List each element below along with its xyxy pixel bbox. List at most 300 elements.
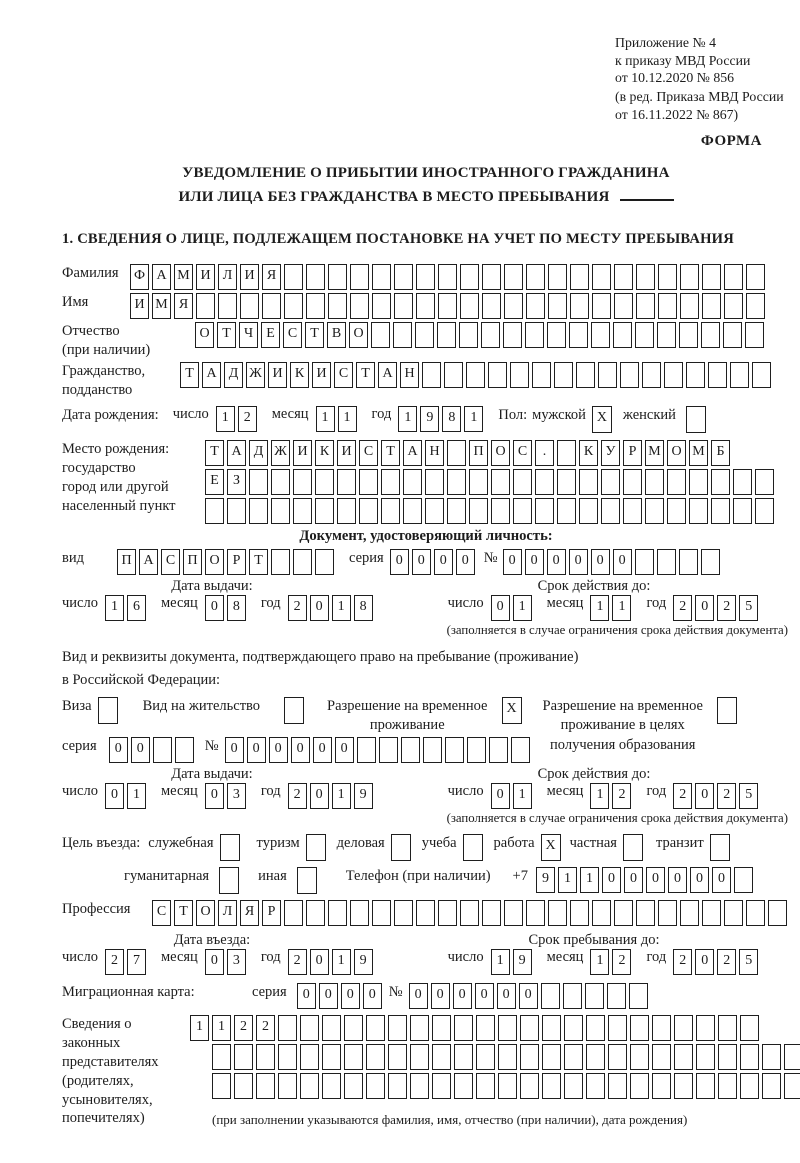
form-cell[interactable] [498, 1044, 517, 1070]
form-cell[interactable] [379, 737, 398, 763]
date-cell[interactable]: 0 [695, 949, 714, 975]
form-cell[interactable] [711, 469, 730, 495]
date-cell[interactable]: 8 [442, 406, 461, 432]
form-cell[interactable]: С [334, 362, 353, 388]
form-cell[interactable] [570, 264, 589, 290]
form-cell[interactable]: 0 [453, 983, 472, 1009]
form-cell[interactable] [293, 498, 312, 524]
form-cell[interactable]: И [293, 440, 312, 466]
form-cell[interactable] [620, 362, 639, 388]
date-cell[interactable]: 7 [127, 949, 146, 975]
form-cell[interactable] [371, 322, 390, 348]
form-cell[interactable] [664, 362, 683, 388]
form-cell[interactable]: 1 [190, 1015, 209, 1041]
form-cell[interactable] [636, 900, 655, 926]
form-cell[interactable]: 0 [341, 983, 360, 1009]
form-cell[interactable] [447, 440, 466, 466]
form-cell[interactable] [592, 293, 611, 319]
date-cell[interactable]: 0 [205, 783, 224, 809]
form-cell[interactable] [504, 293, 523, 319]
form-cell[interactable] [432, 1015, 451, 1041]
form-cell[interactable] [438, 264, 457, 290]
form-cell[interactable] [249, 469, 268, 495]
form-cell[interactable] [271, 498, 290, 524]
form-cell[interactable] [680, 293, 699, 319]
form-cell[interactable] [293, 469, 312, 495]
form-cell[interactable]: О [667, 440, 686, 466]
form-cell[interactable] [460, 264, 479, 290]
form-cell[interactable]: С [161, 549, 180, 575]
form-cell[interactable]: И [196, 264, 215, 290]
visa-checkbox[interactable] [98, 697, 118, 724]
form-cell[interactable] [745, 322, 764, 348]
form-cell[interactable] [579, 469, 598, 495]
form-cell[interactable] [482, 293, 501, 319]
form-cell[interactable] [652, 1015, 671, 1041]
form-cell[interactable] [460, 900, 479, 926]
purpose-humanitarian-checkbox[interactable] [219, 867, 239, 894]
form-cell[interactable] [608, 1015, 627, 1041]
form-cell[interactable] [520, 1044, 539, 1070]
form-cell[interactable] [701, 322, 720, 348]
form-cell[interactable]: К [315, 440, 334, 466]
form-cell[interactable] [416, 264, 435, 290]
date-cell[interactable]: 9 [354, 783, 373, 809]
form-cell[interactable] [306, 900, 325, 926]
form-cell[interactable] [482, 264, 501, 290]
form-cell[interactable] [592, 900, 611, 926]
purpose-study-checkbox[interactable] [463, 834, 483, 861]
form-cell[interactable] [425, 498, 444, 524]
form-cell[interactable] [491, 469, 510, 495]
date-cell[interactable]: 1 [464, 406, 483, 432]
form-cell[interactable] [608, 1044, 627, 1070]
form-cell[interactable] [548, 900, 567, 926]
form-cell[interactable] [212, 1073, 231, 1099]
form-cell[interactable] [394, 900, 413, 926]
form-cell[interactable] [328, 293, 347, 319]
form-cell[interactable] [623, 498, 642, 524]
form-cell[interactable] [652, 1073, 671, 1099]
form-cell[interactable] [498, 1073, 517, 1099]
form-cell[interactable]: С [283, 322, 302, 348]
form-cell[interactable] [344, 1015, 363, 1041]
date-cell[interactable]: 8 [354, 595, 373, 621]
form-cell[interactable] [679, 322, 698, 348]
form-cell[interactable] [635, 549, 654, 575]
form-cell[interactable] [526, 293, 545, 319]
form-cell[interactable] [701, 549, 720, 575]
form-cell[interactable] [240, 293, 259, 319]
form-cell[interactable] [525, 322, 544, 348]
form-cell[interactable] [410, 1044, 429, 1070]
form-cell[interactable] [322, 1044, 341, 1070]
form-cell[interactable] [702, 264, 721, 290]
form-cell[interactable] [271, 549, 290, 575]
form-cell[interactable] [511, 737, 530, 763]
form-cell[interactable] [740, 1073, 759, 1099]
form-cell[interactable] [645, 498, 664, 524]
form-cell[interactable]: М [152, 293, 171, 319]
form-cell[interactable] [784, 1044, 800, 1070]
form-cell[interactable]: 0 [131, 737, 150, 763]
form-cell[interactable] [388, 1073, 407, 1099]
form-cell[interactable]: Ж [271, 440, 290, 466]
form-cell[interactable] [381, 498, 400, 524]
form-cell[interactable] [630, 1015, 649, 1041]
date-cell[interactable]: 0 [205, 949, 224, 975]
form-cell[interactable] [425, 469, 444, 495]
form-cell[interactable] [686, 362, 705, 388]
form-cell[interactable] [592, 264, 611, 290]
form-cell[interactable]: 0 [390, 549, 409, 575]
form-cell[interactable] [586, 1044, 605, 1070]
form-cell[interactable] [262, 293, 281, 319]
form-cell[interactable]: М [689, 440, 708, 466]
form-cell[interactable] [366, 1073, 385, 1099]
form-cell[interactable] [488, 362, 507, 388]
form-cell[interactable] [306, 264, 325, 290]
form-cell[interactable] [447, 469, 466, 495]
form-cell[interactable]: Б [711, 440, 730, 466]
form-cell[interactable] [454, 1073, 473, 1099]
form-cell[interactable] [432, 1044, 451, 1070]
date-cell[interactable]: 0 [205, 595, 224, 621]
form-cell[interactable] [601, 469, 620, 495]
form-cell[interactable] [542, 1073, 561, 1099]
form-cell[interactable] [564, 1015, 583, 1041]
form-cell[interactable] [755, 469, 774, 495]
form-cell[interactable] [563, 983, 582, 1009]
form-cell[interactable]: Т [356, 362, 375, 388]
form-cell[interactable]: 0 [569, 549, 588, 575]
form-cell[interactable]: 0 [613, 549, 632, 575]
form-cell[interactable] [554, 362, 573, 388]
form-cell[interactable]: 0 [409, 983, 428, 1009]
form-cell[interactable]: О [491, 440, 510, 466]
form-cell[interactable] [570, 900, 589, 926]
form-cell[interactable] [481, 322, 500, 348]
form-cell[interactable] [227, 498, 246, 524]
form-cell[interactable] [388, 1015, 407, 1041]
form-cell[interactable] [541, 983, 560, 1009]
purpose-work-checkbox[interactable]: X [541, 834, 561, 861]
form-cell[interactable] [469, 498, 488, 524]
date-cell[interactable]: 1 [590, 949, 609, 975]
form-cell[interactable] [724, 293, 743, 319]
form-cell[interactable] [337, 469, 356, 495]
form-cell[interactable]: Д [249, 440, 268, 466]
form-cell[interactable]: М [645, 440, 664, 466]
form-cell[interactable]: 0 [412, 549, 431, 575]
form-cell[interactable] [680, 264, 699, 290]
form-cell[interactable]: И [337, 440, 356, 466]
form-cell[interactable] [423, 737, 442, 763]
date-cell[interactable]: 2 [105, 949, 124, 975]
date-cell[interactable]: 2 [673, 783, 692, 809]
form-cell[interactable] [542, 1044, 561, 1070]
form-cell[interactable]: Е [205, 469, 224, 495]
form-cell[interactable] [696, 1044, 715, 1070]
residence-permit-checkbox[interactable] [284, 697, 304, 724]
form-cell[interactable] [489, 737, 508, 763]
form-cell[interactable] [415, 322, 434, 348]
form-cell[interactable] [762, 1073, 781, 1099]
form-cell[interactable] [372, 264, 391, 290]
form-cell[interactable] [284, 264, 303, 290]
form-cell[interactable] [784, 1073, 800, 1099]
form-cell[interactable] [547, 322, 566, 348]
form-cell[interactable] [300, 1015, 319, 1041]
form-cell[interactable] [513, 498, 532, 524]
sex-female-checkbox[interactable] [686, 406, 706, 433]
form-cell[interactable]: О [349, 322, 368, 348]
form-cell[interactable] [278, 1073, 297, 1099]
form-cell[interactable] [359, 498, 378, 524]
date-cell[interactable]: 0 [695, 595, 714, 621]
date-cell[interactable]: 0 [491, 595, 510, 621]
form-cell[interactable] [740, 1044, 759, 1070]
form-cell[interactable] [372, 293, 391, 319]
form-cell[interactable] [175, 737, 194, 763]
form-cell[interactable]: 0 [109, 737, 128, 763]
form-cell[interactable] [740, 1015, 759, 1041]
form-cell[interactable] [679, 549, 698, 575]
date-cell[interactable]: 1 [612, 595, 631, 621]
date-cell[interactable]: 3 [227, 949, 246, 975]
form-cell[interactable] [579, 498, 598, 524]
date-cell[interactable]: 5 [739, 949, 758, 975]
form-cell[interactable] [733, 498, 752, 524]
form-cell[interactable]: Н [400, 362, 419, 388]
date-cell[interactable]: 1 [590, 595, 609, 621]
form-cell[interactable]: 0 [624, 867, 643, 893]
form-cell[interactable]: П [183, 549, 202, 575]
form-cell[interactable]: 0 [591, 549, 610, 575]
date-cell[interactable]: 1 [491, 949, 510, 975]
form-cell[interactable]: В [327, 322, 346, 348]
form-cell[interactable]: М [174, 264, 193, 290]
form-cell[interactable] [762, 1044, 781, 1070]
form-cell[interactable] [730, 362, 749, 388]
form-cell[interactable]: 0 [247, 737, 266, 763]
form-cell[interactable] [344, 1044, 363, 1070]
date-cell[interactable]: 0 [491, 783, 510, 809]
form-cell[interactable]: 0 [434, 549, 453, 575]
form-cell[interactable] [755, 498, 774, 524]
form-cell[interactable] [696, 1073, 715, 1099]
form-cell[interactable] [711, 498, 730, 524]
sex-male-checkbox[interactable]: X [592, 406, 612, 433]
form-cell[interactable] [403, 498, 422, 524]
form-cell[interactable] [315, 498, 334, 524]
form-cell[interactable]: Р [227, 549, 246, 575]
date-cell[interactable]: 1 [332, 595, 351, 621]
form-cell[interactable] [504, 900, 523, 926]
form-cell[interactable] [752, 362, 771, 388]
form-cell[interactable]: У [601, 440, 620, 466]
date-cell[interactable]: 1 [216, 406, 235, 432]
form-cell[interactable] [469, 469, 488, 495]
form-cell[interactable]: 1 [212, 1015, 231, 1041]
form-cell[interactable]: 0 [602, 867, 621, 893]
form-cell[interactable] [636, 293, 655, 319]
form-cell[interactable]: А [152, 264, 171, 290]
form-cell[interactable]: Ф [130, 264, 149, 290]
form-cell[interactable] [284, 293, 303, 319]
form-cell[interactable] [350, 264, 369, 290]
form-cell[interactable] [591, 322, 610, 348]
form-cell[interactable]: 0 [525, 549, 544, 575]
form-cell[interactable]: О [196, 900, 215, 926]
date-cell[interactable]: 0 [310, 783, 329, 809]
date-cell[interactable]: 5 [739, 783, 758, 809]
form-cell[interactable]: 0 [297, 983, 316, 1009]
form-cell[interactable] [510, 362, 529, 388]
form-cell[interactable] [350, 900, 369, 926]
form-cell[interactable] [689, 498, 708, 524]
form-cell[interactable] [542, 1015, 561, 1041]
form-cell[interactable] [366, 1015, 385, 1041]
form-cell[interactable] [447, 498, 466, 524]
form-cell[interactable] [630, 1044, 649, 1070]
form-cell[interactable] [372, 900, 391, 926]
form-cell[interactable] [460, 293, 479, 319]
form-cell[interactable] [315, 549, 334, 575]
form-cell[interactable]: Я [174, 293, 193, 319]
date-cell[interactable]: 2 [612, 783, 631, 809]
form-cell[interactable] [388, 1044, 407, 1070]
form-cell[interactable]: Н [425, 440, 444, 466]
date-cell[interactable]: 2 [717, 595, 736, 621]
form-cell[interactable]: А [403, 440, 422, 466]
date-cell[interactable]: 1 [105, 595, 124, 621]
form-cell[interactable]: С [359, 440, 378, 466]
date-cell[interactable]: 2 [288, 783, 307, 809]
form-cell[interactable]: Е [261, 322, 280, 348]
form-cell[interactable] [746, 900, 765, 926]
date-cell[interactable]: 9 [420, 406, 439, 432]
form-cell[interactable]: 9 [536, 867, 555, 893]
form-cell[interactable] [437, 322, 456, 348]
form-cell[interactable]: Р [262, 900, 281, 926]
form-cell[interactable] [614, 264, 633, 290]
form-cell[interactable] [667, 469, 686, 495]
form-cell[interactable] [293, 549, 312, 575]
form-cell[interactable] [702, 293, 721, 319]
form-cell[interactable] [601, 498, 620, 524]
date-cell[interactable]: 1 [332, 783, 351, 809]
form-cell[interactable]: И [268, 362, 287, 388]
form-cell[interactable] [234, 1044, 253, 1070]
form-cell[interactable] [153, 737, 172, 763]
purpose-transit-checkbox[interactable] [710, 834, 730, 861]
form-cell[interactable] [623, 469, 642, 495]
form-cell[interactable]: 0 [690, 867, 709, 893]
form-cell[interactable] [271, 469, 290, 495]
form-cell[interactable]: Я [262, 264, 281, 290]
form-cell[interactable]: К [579, 440, 598, 466]
date-cell[interactable]: 0 [695, 783, 714, 809]
date-cell[interactable]: 1 [338, 406, 357, 432]
rvp-edu-checkbox[interactable] [717, 697, 737, 724]
form-cell[interactable]: 2 [234, 1015, 253, 1041]
form-cell[interactable] [674, 1015, 693, 1041]
date-cell[interactable]: 9 [354, 949, 373, 975]
form-cell[interactable] [576, 362, 595, 388]
form-cell[interactable] [635, 322, 654, 348]
form-cell[interactable]: 2 [256, 1015, 275, 1041]
date-cell[interactable]: 2 [673, 949, 692, 975]
form-cell[interactable] [696, 1015, 715, 1041]
form-cell[interactable] [674, 1044, 693, 1070]
form-cell[interactable]: Д [224, 362, 243, 388]
date-cell[interactable]: 2 [288, 949, 307, 975]
form-cell[interactable] [667, 498, 686, 524]
form-cell[interactable] [520, 1015, 539, 1041]
form-cell[interactable] [630, 1073, 649, 1099]
form-cell[interactable] [476, 1015, 495, 1041]
form-cell[interactable] [526, 900, 545, 926]
form-cell[interactable] [535, 469, 554, 495]
form-cell[interactable] [570, 293, 589, 319]
form-cell[interactable] [680, 900, 699, 926]
form-cell[interactable]: Я [240, 900, 259, 926]
purpose-business-checkbox[interactable] [391, 834, 411, 861]
form-cell[interactable]: И [130, 293, 149, 319]
date-cell[interactable]: 2 [717, 949, 736, 975]
form-cell[interactable] [432, 1073, 451, 1099]
form-cell[interactable] [689, 469, 708, 495]
form-cell[interactable] [284, 900, 303, 926]
form-cell[interactable] [394, 293, 413, 319]
form-cell[interactable]: 0 [668, 867, 687, 893]
form-cell[interactable]: 0 [475, 983, 494, 1009]
form-cell[interactable]: 0 [363, 983, 382, 1009]
date-cell[interactable]: 1 [590, 783, 609, 809]
form-cell[interactable] [482, 900, 501, 926]
purpose-official-checkbox[interactable] [220, 834, 240, 861]
form-cell[interactable] [322, 1073, 341, 1099]
form-cell[interactable]: 0 [313, 737, 332, 763]
form-cell[interactable] [586, 1073, 605, 1099]
form-cell[interactable] [734, 867, 753, 893]
form-cell[interactable]: Ч [239, 322, 258, 348]
form-cell[interactable] [300, 1073, 319, 1099]
form-cell[interactable] [645, 469, 664, 495]
form-cell[interactable] [598, 362, 617, 388]
form-cell[interactable] [328, 264, 347, 290]
date-cell[interactable]: 2 [717, 783, 736, 809]
form-cell[interactable] [746, 264, 765, 290]
form-cell[interactable]: 0 [503, 549, 522, 575]
form-cell[interactable]: П [469, 440, 488, 466]
form-cell[interactable] [674, 1073, 693, 1099]
form-cell[interactable] [491, 498, 510, 524]
form-cell[interactable] [557, 440, 576, 466]
form-cell[interactable] [328, 900, 347, 926]
form-cell[interactable] [359, 469, 378, 495]
form-cell[interactable] [466, 362, 485, 388]
form-cell[interactable] [708, 362, 727, 388]
form-cell[interactable]: 0 [456, 549, 475, 575]
date-cell[interactable]: 2 [673, 595, 692, 621]
form-cell[interactable]: 0 [291, 737, 310, 763]
form-cell[interactable] [658, 293, 677, 319]
form-cell[interactable] [642, 362, 661, 388]
form-cell[interactable] [658, 900, 677, 926]
form-cell[interactable] [416, 900, 435, 926]
